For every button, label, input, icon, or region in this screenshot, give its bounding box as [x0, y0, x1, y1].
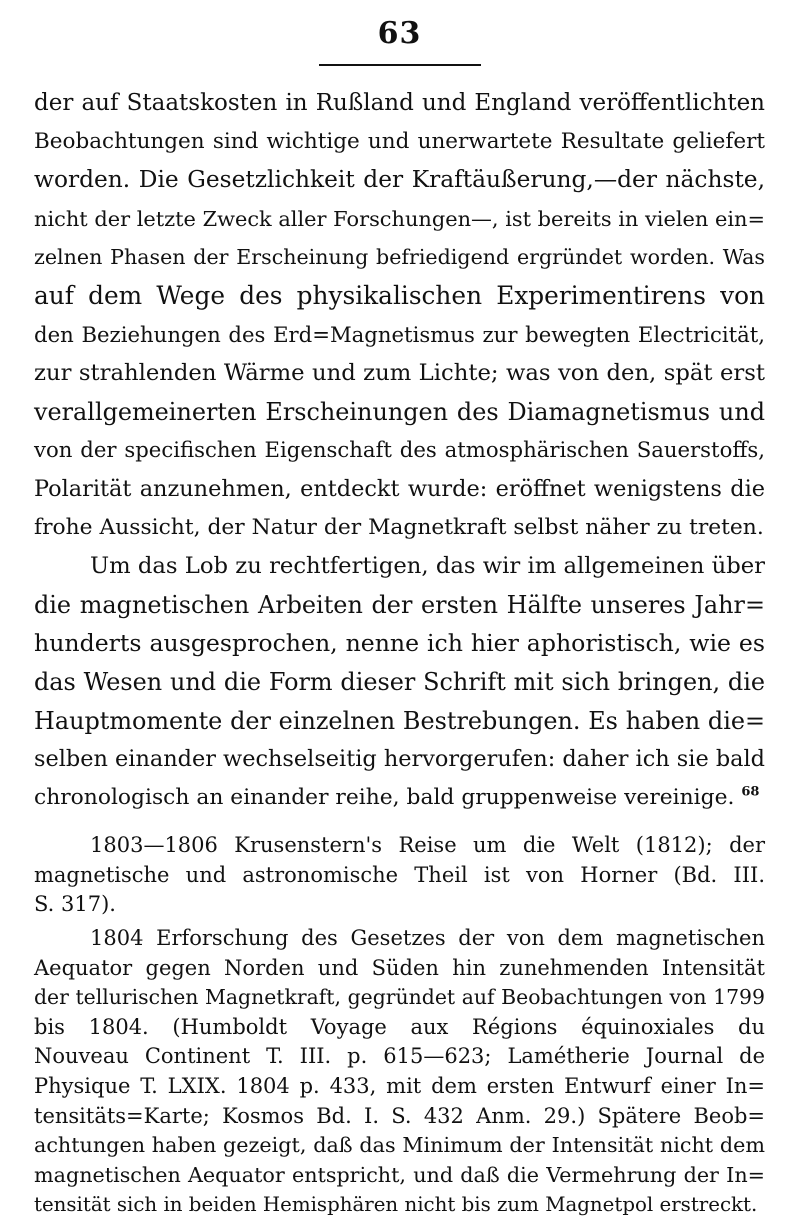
- note-line: 1804 Erforschung des Gesetzes der von dem magnetischen: [90, 926, 765, 951]
- text-line: die magnetischen Arbeiten der ersten Hälfte unseres Jahr=: [34, 590, 765, 619]
- text-line: auf dem Wege des physikalischen Experimentirens von: [34, 280, 765, 310]
- note-1804: [34, 924, 765, 1220]
- text-line: den Beziehungen des Erd=Magnetismus zur bewegten Electricität,: [34, 321, 765, 347]
- text-line: nicht der letzte Zweck aller Forschungen—, ist bereits in vielen ein=: [34, 206, 765, 231]
- note-line: Aequator gegen Norden und Süden hin zunehmenden Intensität: [34, 955, 765, 980]
- page-number: 63: [377, 16, 422, 51]
- header-rule: [319, 64, 481, 66]
- note-line: tensität sich in beiden Hemisphären nicht bis zum Magnetpol erstreckt.: [34, 1193, 758, 1217]
- text-line: [34, 779, 765, 818]
- note-line: Physique T. LXIX. 1804 p. 433, mit dem ersten Entwurf einer In=: [34, 1074, 765, 1099]
- text-line-content: chronologisch an einander reihe, bald gruppenweise vereinige.: [34, 784, 735, 810]
- text-line: zelnen Phasen der Erscheinung befriedigend ergründet worden. Was: [34, 245, 765, 270]
- note-line: der tellurischen Magnetkraft, gegründet auf Beobachtungen von 1799: [34, 985, 765, 1010]
- text-line: Polarität anzunehmen, entdeckt wurde: eröffnet wenigstens die: [34, 475, 765, 502]
- text-line: das Wesen und die Form dieser Schrift mit sich bringen, die: [34, 667, 765, 696]
- note-line: achtungen haben gezeigt, daß das Minimum der Intensität nicht dem: [34, 1133, 765, 1158]
- note-line: magnetischen Aequator entspricht, und daß die Vermehrung der In=: [34, 1162, 765, 1187]
- text-line: der auf Staatskosten in Rußland und England veröffentlichten: [34, 90, 765, 116]
- note-line: S. 317).: [34, 892, 116, 917]
- text-line: frohe Aussicht, der Natur der Magnetkraft selbst näher zu treten.: [34, 514, 764, 540]
- body-paragraph-1: [34, 84, 765, 547]
- note-line: bis 1804. (Humboldt Voyage aux Régions équinoxiales du: [34, 1014, 765, 1039]
- text-line: Um das Lob zu rechtfertigen, das wir im allgemeinen über: [90, 553, 765, 580]
- body-paragraph-2: [34, 547, 765, 817]
- text-line: von der specifischen Eigenschaft des atmosphärischen Sauerstoffs,: [34, 437, 765, 463]
- text-line: hunderts ausgesprochen, nenne ich hier aphoristisch, wie es: [34, 629, 765, 658]
- text-line: verallgemeinerten Erscheinungen des Diamagnetismus und: [34, 397, 765, 426]
- text-line: Beobachtungen sind wichtige und unerwartete Resultate geliefert: [34, 128, 765, 154]
- text-line: selben einander wechselseitig hervorgerufen: daher ich sie bald: [34, 746, 765, 773]
- note-line: Nouveau Continent T. III. p. 615—623; Lamétherie Journal de: [34, 1044, 765, 1069]
- footnote-reference: 68: [741, 784, 760, 800]
- text-line: zur strahlenden Wärme und zum Lichte; was von den, spät erst: [34, 360, 765, 387]
- text-line: worden. Die Gesetzlichkeit der Kraftäußerung,—der nächste,: [34, 166, 765, 194]
- text-line: Hauptmomente der einzelnen Bestrebungen. Es haben die=: [34, 706, 765, 735]
- note-line: magnetische und astronomische Theil ist von Horner (Bd. III.: [34, 862, 765, 887]
- note-line: tensitäts=Karte; Kosmos Bd. I. S. 432 Anm. 29.) Spätere Beob=: [34, 1103, 765, 1128]
- note-line: 1803—1806 Krusenstern's Reise um die Welt (1812); der: [90, 833, 765, 858]
- note-1803: [34, 831, 765, 920]
